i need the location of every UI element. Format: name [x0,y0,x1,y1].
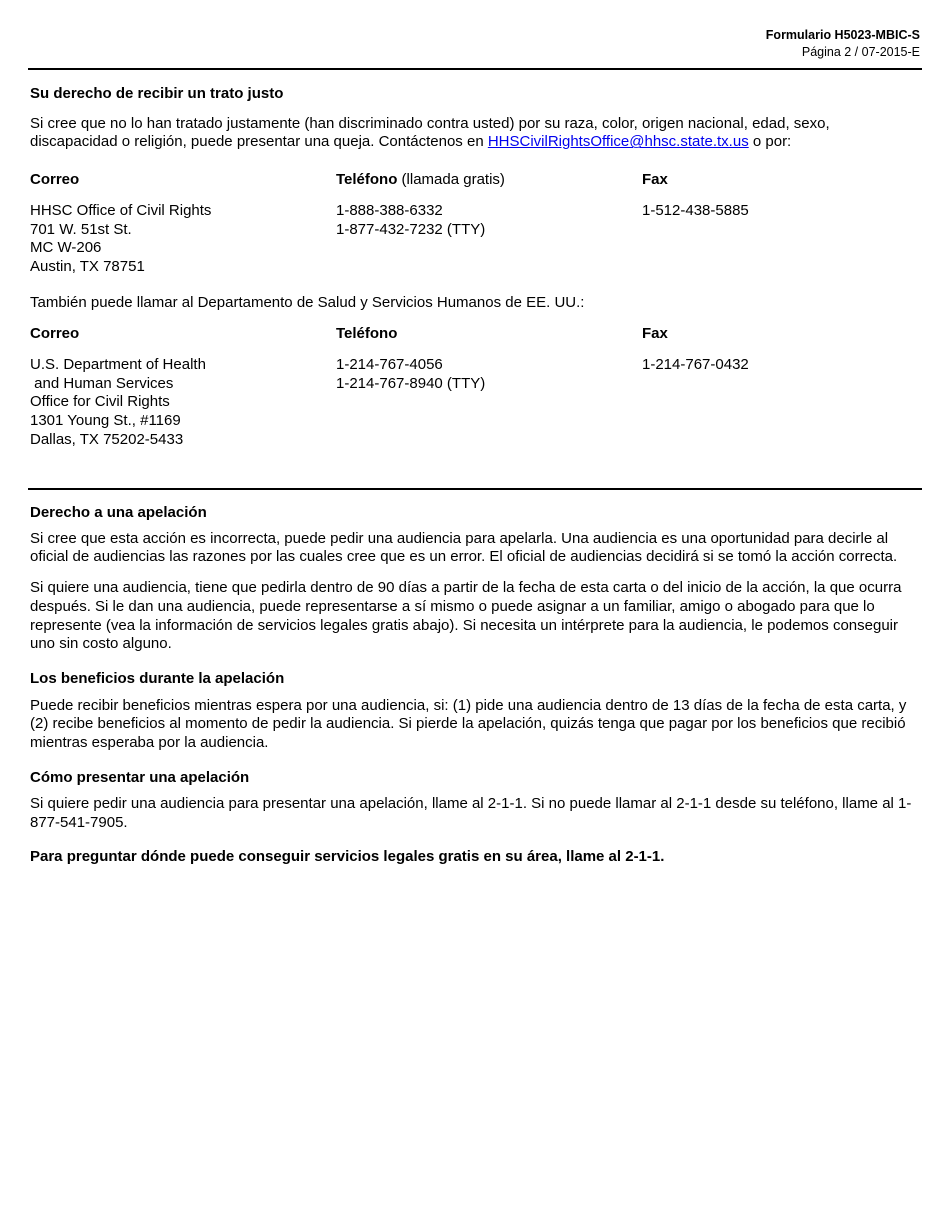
legal-services-note: Para preguntar dónde puede conseguir servicios legales gratis en su área, llame al 2-1-1. [30,847,665,865]
federal-phone-column [336,325,642,449]
address-line: 701 W. 51st St. [30,220,132,238]
appeal-title: Derecho a una apelación [30,504,207,521]
phone-number: 1-888-388-6332 [336,201,443,219]
address-line: MC W-206 [30,239,102,257]
state-fax-header: Fax [642,171,668,189]
federal-fax-number: 1-214-767-0432 [642,356,749,374]
benefits-title: Los beneficios durante la apelación [30,669,285,687]
address-line: HHSC Office of Civil Rights [30,201,212,219]
state-phones [336,202,642,239]
section-divider [28,488,922,490]
civil-rights-email-link[interactable]: HHSCivilRightsOffice@hhsc.state.tx.us [487,133,749,151]
form-header [766,27,920,61]
state-fax-column [642,171,915,277]
federal-intro: También puede llamar al Departamento de Salud y Servicios Humanos de EE. UU.: [30,293,585,311]
fair-treatment-section [30,85,915,450]
benefits-paragraph: Puede recibir beneficios mientras espera por una audiencia, si: (1) pide una audiencia dentro de 13 días de la fecha de esta carta, y (2) recibe beneficios al momento de pedir la audiencia. Si pierde la apelación, quizás tenga que pagar por los beneficios que recibió mientras esperaba por la audiencia. [30,696,907,752]
federal-address [30,356,336,450]
appeal-section [30,504,915,867]
federal-mail-column [30,325,336,449]
federal-fax-column [642,325,915,449]
address-line: U.S. Department of Health [30,356,206,374]
federal-contact-table [30,325,915,449]
phone-number: 1-877-432-7232 (TTY) [336,220,486,238]
fair-treatment-intro [30,115,915,152]
phone-header-label: Teléfono [336,171,398,189]
federal-phone-header: Teléfono [336,325,398,343]
intro-text: Si cree que no lo han tratado justamente (han discriminado contra usted) por su raza, color, origen nacional, edad, sexo, discapacidad o religión, puede presentar una queja. Contáctenos en [30,114,830,151]
phone-number: 1-214-767-4056 [336,356,443,374]
state-mail-column [30,171,336,277]
fair-treatment-title: Su derecho de recibir un trato justo [30,85,284,102]
form-id: Formulario H5023-MBIC-S [765,28,920,42]
phone-header-note: (llamada gratis) [397,171,505,189]
address-line: Austin, TX 78751 [30,257,145,275]
state-phone-header [336,171,642,190]
state-fax-number: 1-512-438-5885 [642,201,749,219]
federal-mail-header: Correo [30,325,80,343]
top-divider [28,68,922,70]
federal-fax-header: Fax [642,325,668,343]
appeal-paragraph-1: Si cree que esta acción es incorrecta, puede pedir una audiencia para apelarla. Una audiencia es una oportunidad para decirle al oficial de audiencias las razones por las cuales cree que es un error. El oficial de audiencias decidirá si se tomó la acción correcta. [30,529,898,566]
state-address [30,202,336,277]
federal-phones [336,356,642,393]
state-contact-table [30,171,915,277]
phone-number: 1-214-767-8940 (TTY) [336,374,486,392]
appeal-paragraph-2: Si quiere una audiencia, tiene que pedirla dentro de 90 días a partir de la fecha de esta carta o del inicio de la acción, la que ocurra después. Si le dan una audiencia, puede representarse a sí mismo o puede asignar a un familiar, amigo o abogado para que lo represente (vea la información de servicios legales gratis abajo). Si necesita un intérprete para la audiencia, le podemos conseguir uno sin costo alguno. [30,579,902,653]
intro-tail: o por: [748,133,792,151]
address-line: Office for Civil Rights [30,393,170,411]
page-info: Página 2 / 07-2015-E [801,45,920,59]
address-line: and Human Services [30,374,174,392]
state-phone-column [336,171,642,277]
address-line: Dallas, TX 75202-5433 [30,430,184,448]
address-line: 1301 Young St., #1169 [30,412,181,430]
how-to-appeal-title: Cómo presentar una apelación [30,768,250,786]
how-to-appeal-paragraph: Si quiere pedir una audiencia para presentar una apelación, llame al 2-1-1. Si no puede llamar al 2-1-1 desde su teléfono, llame al 1-877-541-7905. [30,795,912,832]
state-mail-header: Correo [30,171,80,189]
